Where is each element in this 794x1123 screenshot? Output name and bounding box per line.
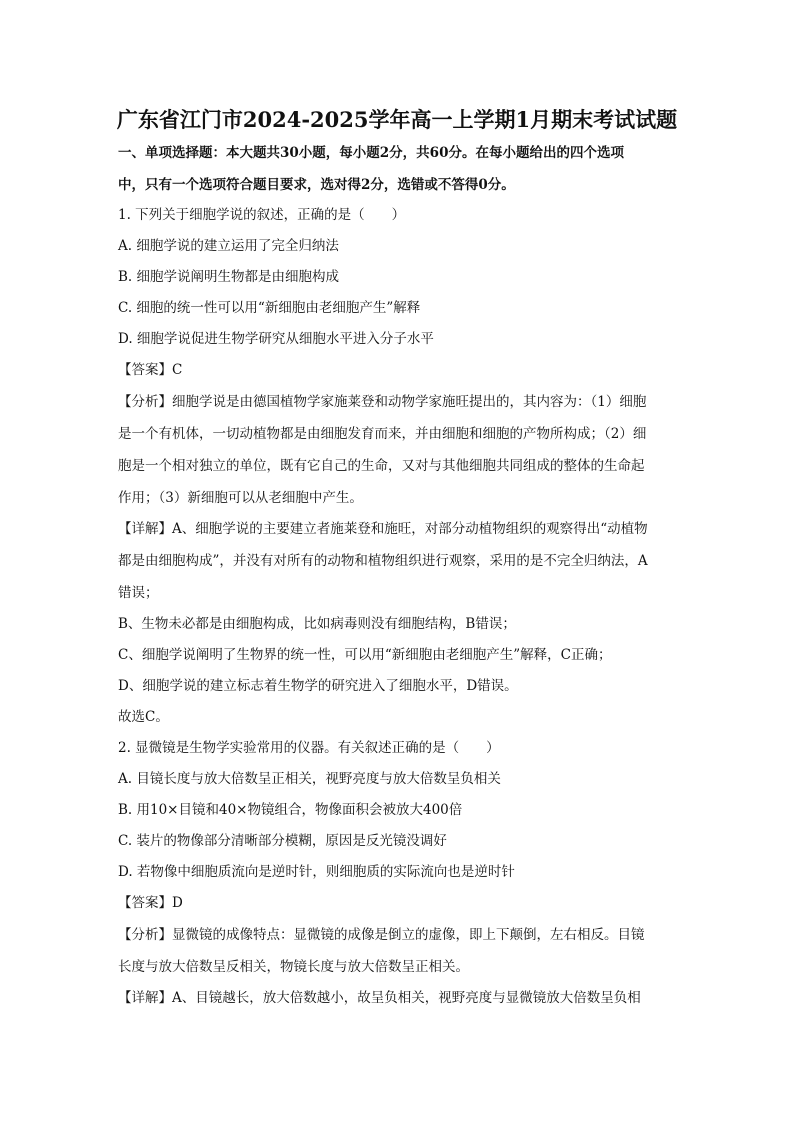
section-instructions-line-1: 一、单项选择题：本大题共30小题，每小题2分，共60分。在每小题给出的四个选项 <box>118 145 624 161</box>
question-1-answer: 【答案】C <box>118 362 183 378</box>
question-1-detail-line-1: 【详解】A、细胞学说的主要建立者施莱登和施旺，对部分动植物组织的观察得出“动植物 <box>118 521 648 537</box>
question-1-analysis-line-2: 是一个有机体，一切动植物都是由细胞发育而来，并由细胞和细胞的产物所构成；（2）细 <box>118 426 647 442</box>
question-1-option-b: B. 细胞学说阐明生物都是由细胞构成 <box>118 269 340 285</box>
question-1-detail-line-6: D、细胞学说的建立标志着生物学的研究进入了细胞水平，D错误。 <box>118 678 518 694</box>
question-2-stem: 2. 显微镜是生物学实验常用的仪器。有关叙述正确的是（ ） <box>118 740 500 756</box>
question-1-option-d: D. 细胞学说促进生物学研究从细胞水平进入分子水平 <box>118 331 434 347</box>
question-2-answer: 【答案】D <box>118 895 183 911</box>
question-2-option-c: C. 装片的物像部分清晰部分模糊，原因是反光镜没调好 <box>118 833 447 849</box>
question-1-conclusion: 故选C。 <box>118 709 169 725</box>
document-title: 广东省江门市2024-2025学年高一上学期1月期末考试试题 <box>116 107 678 132</box>
question-1-detail-line-4: B、生物未必都是由细胞构成，比如病毒则没有细胞结构，B错误； <box>118 616 516 632</box>
question-2-option-d: D. 若物像中细胞质流向是逆时针，则细胞质的实际流向也是逆时针 <box>118 864 515 880</box>
question-1-option-a: A. 细胞学说的建立运用了完全归纳法 <box>118 238 339 254</box>
question-2-option-a: A. 目镜长度与放大倍数呈正相关，视野亮度与放大倍数呈负相关 <box>118 771 501 787</box>
question-1-detail-line-2: 都是由细胞构成”，并没有对所有的动物和植物组织进行观察，采用的是不完全归纳法，A <box>118 553 648 569</box>
question-1-analysis-line-4: 作用；（3）新细胞可以从老细胞中产生。 <box>118 490 363 506</box>
question-1-detail-line-3: 错误； <box>118 585 159 601</box>
question-2-analysis-line-1: 【分析】显微镜的成像特点：显微镜的成像是倒立的虚像，即上下颠倒，左右相反。目镜 <box>118 927 645 943</box>
question-1-detail-line-5: C、细胞学说阐明了生物界的统一性，可以用“新细胞由老细胞产生”解释，C正确； <box>118 647 612 663</box>
question-1-analysis-line-1: 【分析】细胞学说是由德国植物学家施莱登和动物学家施旺提出的，其内容为：（1）细胞 <box>118 394 647 410</box>
question-2-option-b: B. 用10×目镜和40×物镜组合，物像面积会被放大400倍 <box>118 802 463 818</box>
question-1-analysis-line-3: 胞是一个相对独立的单位，既有它自己的生命，又对与其他细胞共同组成的整体的生命起 <box>118 458 645 474</box>
question-1-stem: 1. 下列关于细胞学说的叙述，正确的是（ ） <box>118 207 406 223</box>
question-1-option-c: C. 细胞的统一性可以用“新细胞由老细胞产生”解释 <box>118 300 421 316</box>
question-2-analysis-line-2: 长度与放大倍数呈反相关，物镜长度与放大倍数呈正相关。 <box>118 959 469 975</box>
question-2-detail-line-1: 【详解】A、目镜越长，放大倍数越小，故呈负相关，视野亮度与显微镜放大倍数呈负相 <box>118 990 641 1006</box>
section-instructions-line-2: 中，只有一个选项符合题目要求，选对得2分，选错或不答得0分。 <box>118 177 515 193</box>
